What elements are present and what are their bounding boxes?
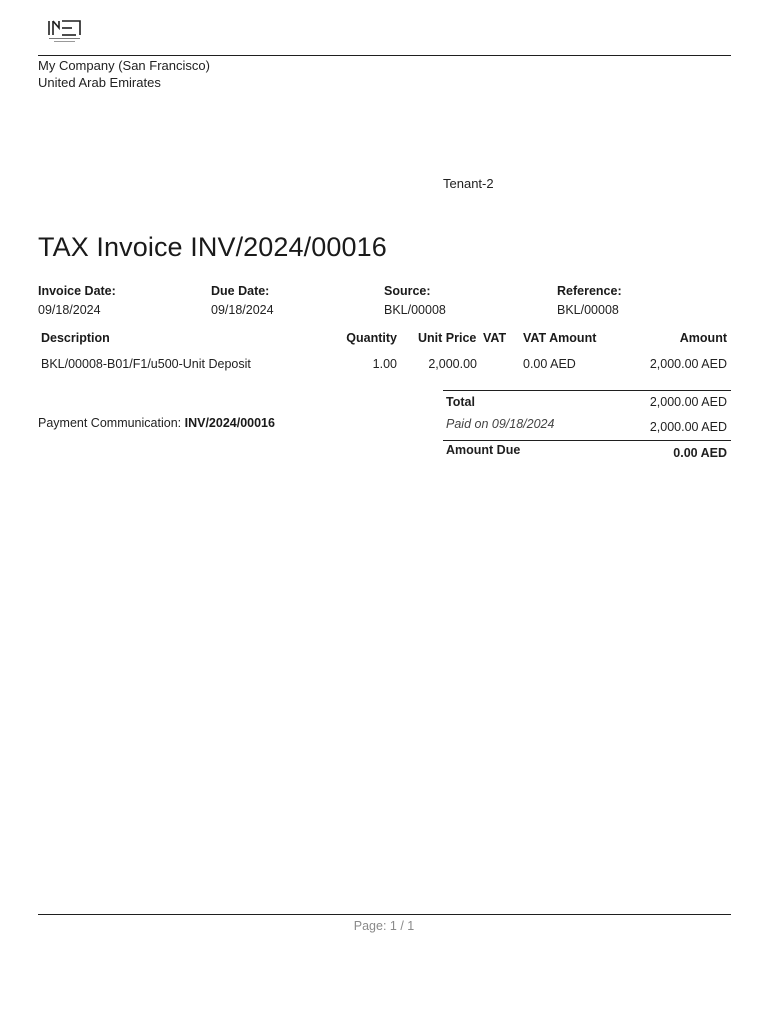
line-quantity: 1.00 xyxy=(372,357,397,371)
column-header-unit-price: Unit Price xyxy=(418,331,477,345)
amount-due-value: 0.00 AED xyxy=(673,446,727,460)
paid-value: 2,000.00 AED xyxy=(649,420,727,434)
reference-block xyxy=(557,282,622,320)
total-label: Total xyxy=(446,395,475,409)
source-value: BKL/00008 xyxy=(384,303,446,317)
invoice-date-block xyxy=(38,282,116,320)
payment-communication-value: INV/2024/00016 xyxy=(184,416,275,430)
line-description: BKL/00008-B01/F1/u500-Unit Deposit xyxy=(41,357,251,371)
due-date-block xyxy=(211,282,274,320)
reference-label: Reference: xyxy=(557,284,622,298)
total-value: 2,000.00 AED xyxy=(649,395,727,409)
page-title: TAX Invoice INV/2024/00016 xyxy=(38,232,387,262)
company-logo-icon xyxy=(46,18,84,46)
line-amount: 2,000.00 AED xyxy=(649,357,727,371)
header-divider xyxy=(38,55,731,56)
company-country: United Arab Emirates xyxy=(38,75,161,90)
column-header-quantity: Quantity xyxy=(346,331,397,345)
partner-name: Tenant-2 xyxy=(443,176,494,191)
source-label: Source: xyxy=(384,284,431,298)
column-header-vat-amount: VAT Amount xyxy=(523,331,597,345)
invoice-date-value: 09/18/2024 xyxy=(38,303,101,317)
company-name: My Company (San Francisco) xyxy=(38,58,210,73)
amount-due-label: Amount Due xyxy=(446,443,521,457)
totals-mid-divider xyxy=(443,440,731,441)
footer-divider xyxy=(38,914,731,915)
invoice-date-label: Invoice Date: xyxy=(38,284,116,298)
paid-on-label: Paid on 09/18/2024 xyxy=(446,417,555,431)
column-header-description: Description xyxy=(41,331,110,345)
column-header-amount: Amount xyxy=(679,331,727,345)
line-vat-amount: 0.00 AED xyxy=(523,357,576,371)
line-unit-price: 2,000.00 xyxy=(428,357,477,371)
due-date-label: Due Date: xyxy=(211,284,270,298)
totals-top-divider xyxy=(443,390,731,391)
company-address xyxy=(38,57,210,91)
due-date-value: 09/18/2024 xyxy=(211,303,274,317)
column-header-vat: VAT xyxy=(483,331,507,345)
reference-value: BKL/00008 xyxy=(557,303,619,317)
source-block xyxy=(384,282,446,320)
payment-communication-label: Payment Communication: xyxy=(38,416,182,430)
page-number: Page: 1 / 1 xyxy=(353,919,415,933)
payment-communication xyxy=(38,416,275,430)
